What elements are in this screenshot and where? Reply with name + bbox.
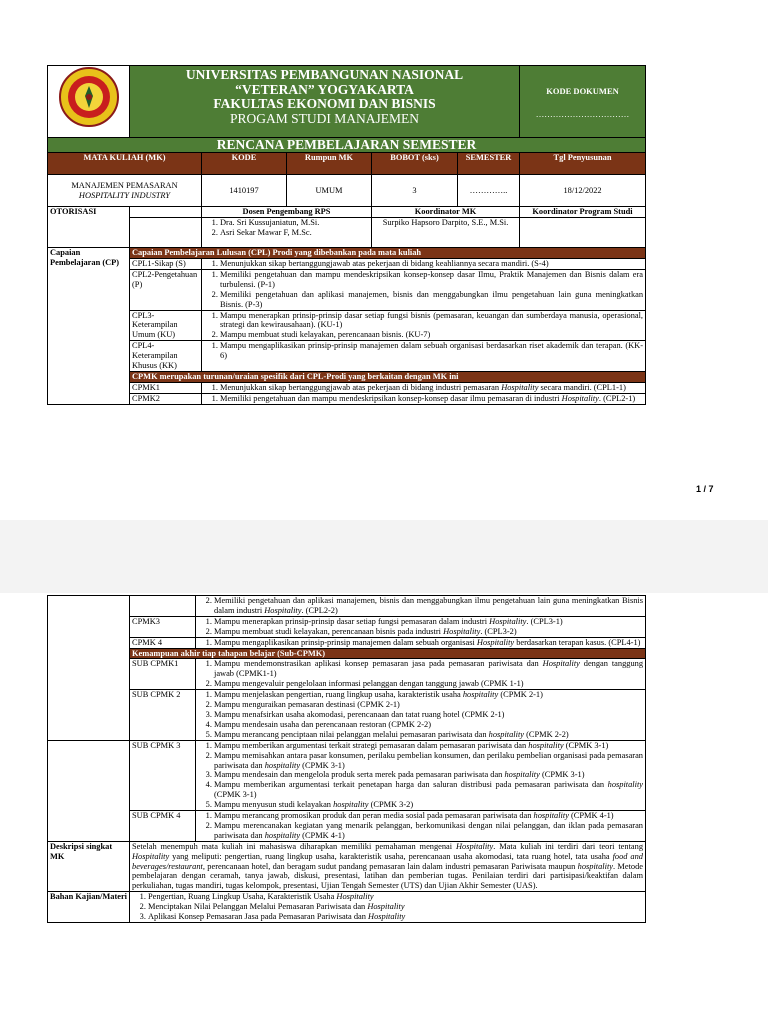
cpmk-item: 1. Memiliki pengetahuan dan mampu mendeskripsikan konsep-konsep dasar ilmu pemasaran di industri Hospitality. (CPL2-1): [220, 394, 643, 404]
university-logo: [58, 66, 120, 128]
dosen-item: 2. Asri Sekar Mawar F, M.Sc.: [220, 228, 369, 238]
cpl-item: 2. Mampu membuat studi kelayakan, perencanaan bisnis. (KU-7): [220, 330, 643, 340]
label-tgl-penyusunan: Tgl Penyusunan: [520, 153, 646, 175]
course-name-italic: HOSPITALITY INDUSTRY: [78, 190, 171, 200]
dosen-item: 1. Dra. Sri Kussujaniatun, M.Si.: [220, 218, 369, 228]
faculty-name: FAKULTAS EKONOMI DAN BISNIS: [213, 96, 436, 112]
institution-cell: [130, 66, 520, 138]
label-kode: KODE: [202, 153, 287, 175]
university-name-2: “VETERAN” YOGYAKARTA: [235, 81, 414, 97]
sub-cpmk-item: 1. Mampu menjelaskan pengertian, ruang lingkup usaha, karakteristik usaha hospitality (CPMK 2-1): [214, 690, 643, 700]
koordinator-mk-label: Koordinator MK: [372, 207, 520, 218]
course-date: 18/12/2022: [520, 175, 646, 207]
rps-header-table: [47, 65, 646, 405]
bahan-item: 3. Aplikasi Konsep Pemasaran Jasa pada Pemasaran Pariwisata dan Hospitality: [148, 912, 643, 922]
otorisasi-label: OTORISASI: [48, 207, 130, 248]
sub-cpmk-item: 1. Mampu memberikan argumentasi terkait strategi pemasaran dalam pemasaran pariwisata dan hospitality (CPMK 3-1): [214, 741, 643, 751]
cp-label: Capaian Pembelajaran (CP): [48, 248, 130, 405]
label-semester: SEMESTER: [458, 153, 520, 175]
kode-dokumen-label: KODE DOKUMEN: [546, 86, 619, 97]
label-bobot: BOBOT (sks): [372, 153, 458, 175]
sub-cpmk-item: 4. Mampu mendesain usaha dan perencanaan restoran (CPMK 2-2): [214, 720, 643, 730]
sub-cpmk-item: 3. Mampu mendesain dan mengelola produk serta merek pada pemasaran pariwisata dan hospitality (CPMK 3-1): [214, 770, 643, 780]
rps-continuation-table: [47, 595, 646, 923]
cpl-item: 1. Menunjukkan sikap bertanggungjawab atas pekerjaan di bidang keahliannya secara mandiri. (S-4): [220, 259, 643, 269]
sub-cpmk-code: SUB CPMK 3: [130, 740, 196, 810]
cpl-code: CPL3-Keterampilan Umum (KU): [130, 310, 202, 341]
cpl-code: CPL1-Sikap (S): [130, 258, 202, 269]
kode-dokumen-cell: [520, 66, 646, 138]
logo-cell: [48, 66, 130, 138]
course-name-cell: [48, 175, 202, 207]
dosen-label: Dosen Pengembang RPS: [202, 207, 372, 218]
cpmk-item: 1. Mampu mengaplikasikan prinsip-prinsip manajemen dalam sebuah organisasi Hospitality berdasarkan terapan kasus. (CPL4-1): [214, 638, 643, 648]
cpmk-code: CPMK2: [130, 393, 202, 404]
deskripsi-text: Setelah menempuh mata kuliah ini mahasiswa diharapkan memiliki pemahaman mengenai Hospitality. Mata kuliah ini terdiri dari teori tentang Hospitality yang meliputi: pengertian, ruang lingkup usaha, karakteristik usaha, perencanaan usaha akomodasi, tata ruang hotel, tata usaha food and beverages/restaurant, perencanaan hotel, dan beragam sudut pandang pemasaran lain dalam industri pemasaran Pariwisata maupun hospitality. Metode pembelajaran dengan ceramah, tanya jawab, diskusi, presentasi, latihan dan pemberian tugas. Penilaian terdiri dari partisipasi/keaktifan dalam perkuliahan, tugas mandiri, tugas kelompok, presentasi, Ujian Tengah Semester (UTS) dan Ujian Akhir Semester (UAS).: [130, 841, 646, 892]
cpmk-item: 1. Mampu menerapkan prinsip-prinsip dasar setiap fungsi pemasaran dalam industri Hospitality. (CPL3-1): [214, 617, 643, 627]
sub-cpmk-section-header: Kemampuan akhir tiap tahapan belajar (Sub-CPMK): [130, 648, 646, 659]
university-name-1: UNIVERSITAS PEMBANGUNAN NASIONAL: [185, 67, 464, 82]
sub-cpmk-code: SUB CPMK 4: [130, 811, 196, 842]
cpl-code: CPL4-Keterampilan Khusus (KK): [130, 341, 202, 372]
cpl-section-header: Capaian Pembelajaran Lulusan (CPL) Prodi yang dibebankan pada mata kuliah: [130, 248, 646, 259]
cpmk-code: CPMK1: [130, 382, 202, 393]
sub-cpmk-item: 2. Mampu menguraikan pemasaran destinasi (CPMK 2-1): [214, 700, 643, 710]
cpmk-code: CPMK3: [130, 616, 196, 637]
cpmk-item: 1. Menunjukkan sikap bertanggungjawab atas pekerjaan di bidang industri pemasaran Hospitality secara mandiri. (CPL1-1): [220, 383, 643, 393]
cpmk-section-header: CPMK merupakan turunan/uraian spesifik dari CPL-Prodi yang berkaitan dengan MK ini: [130, 371, 646, 382]
document-title: RENCANA PEMBELAJARAN SEMESTER: [48, 138, 646, 153]
program-name: PROGAM STUDI MANAJEMEN: [230, 110, 420, 126]
cpl-item: 1. Mampu menerapkan prinsip-prinsip dasar setiap fungsi bisnis (pemasaran, keuangan dan sumberdaya manusia, operasional, strategi dan kewirausahaan). (KU-1): [220, 311, 643, 331]
sub-cpmk-item: 1. Mampu mendemonstrasikan aplikasi konsep pemasaran jasa pada pemasaran pariwisata dan Hospitality dengan tanggung jawab (CPMK1-1): [214, 659, 643, 679]
course-code: 1410197: [202, 175, 287, 207]
cpl-item: 2. Memiliki pengetahuan dan aplikasi manajemen, bisnis dan menggabungkan ilmu pengetahuan lain guna meningkatkan Bisnis. (P-3): [220, 290, 643, 310]
dosen-list-cell: [202, 218, 372, 248]
sub-cpmk-item: 1. Mampu merancang promosikan produk dan peran media sosial pada pemasaran pariwisata dan hospitality (CPMK 4-1): [214, 811, 643, 821]
sub-cpmk-item: 5. Mampu menyusun studi kelayakan hospitality (CPMK 3-2): [214, 800, 643, 810]
course-bobot: 3: [372, 175, 458, 207]
cpl-item: 1. Mampu mengaplikasikan prinsip-prinsip manajemen dalam sebuah organisasi berdasarkan riset akademik dan terapan. (KK-6): [220, 341, 643, 361]
deskripsi-label: Deskripsi singkat MK: [48, 841, 130, 892]
sub-cpmk-code: SUB CPMK1: [130, 659, 196, 690]
sub-cpmk-item: 5. Mampu merancang penciptaan nilai pelanggan melalui pemasaran pariwisata dan hospitality (CPMK 2-2): [214, 730, 643, 740]
koordinator-prodi-label: Koordinator Program Studi: [520, 207, 646, 218]
course-rumpun: UMUM: [287, 175, 372, 207]
cpmk-item: 2. Memiliki pengetahuan dan aplikasi manajemen, bisnis dan menggabungkan ilmu pengetahuan lain guna meningkatkan Bisnis dalam industri Hospitality. (CPL2-2): [214, 596, 643, 616]
course-semester: …………..: [458, 175, 520, 207]
sub-cpmk-item: 3. Mampu menafsirkan usaha akomodasi, perencanaan dan tatat ruang hotel (CPMK 2-1): [214, 710, 643, 720]
cpl-code: CPL2-Pengetahuan (P): [130, 269, 202, 310]
cpmk-code: CPMK 4: [130, 637, 196, 648]
sub-cpmk-item: 2. Mampu memisahkan antara pasar konsumen, perilaku pembelian konsumen, dan perilaku pembelian organisasi pada pemasaran pariwisata dan hospitality (CPMK 3-1): [214, 751, 643, 771]
label-rumpun: Rumpun MK: [287, 153, 372, 175]
sub-cpmk-item: 2. Mampu merencanakan kegiatan yang menarik pelanggan, berkomunikasi dengan nilai pelanggan, dan iklan pada pemasaran pariwisata dan hospitality (CPMK 4-1): [214, 821, 643, 841]
page-number: 1 / 7: [696, 484, 714, 494]
cpl-item: 1. Memiliki pengetahuan dan mampu mendeskripsikan konsep-konsep dasar Ilmu, Praktik Manajemen dan Bisnis dalam era turbulensi. (P-1): [220, 270, 643, 290]
label-mata-kuliah: MATA KULIAH (MK): [48, 153, 202, 175]
sub-cpmk-item: 2. Mampu mengevaluir pengelolaan informasi pelanggan dengan tanggung jawab (CPMK 1-1): [214, 679, 643, 689]
course-name: MANAJEMEN PEMASARAN: [71, 180, 178, 190]
koordinator-mk-name: Surpiko Hapsoro Darpito, S.E., M.Si.: [372, 218, 520, 248]
document-page-2: [0, 593, 768, 1024]
bahan-item: 2. Menciptakan Nilai Pelanggan Melalui Pemasaran Pariwisata dan Hospitality: [148, 902, 643, 912]
cpmk-item: 2. Mampu membuat studi kelayakan, perencanaan bisnis pada industri Hospitality. (CPL3-2): [214, 627, 643, 637]
sub-cpmk-code: SUB CPMK 2: [130, 690, 196, 741]
kode-dokumen-value: ……………………………: [535, 108, 630, 119]
page-gap: [0, 520, 768, 593]
bahan-item: 1. Pengertian, Ruang Lingkup Usaha, Karakteristik Usaha Hospitality: [148, 892, 643, 902]
sub-cpmk-item: 4. Mampu memberikan argumentasi terkait penetapan harga dan saluran distribusi pada pemasaran pariwisata dan hospitality (CPMK 3-1): [214, 780, 643, 800]
bahan-kajian-label: Bahan Kajian/Materi: [48, 892, 130, 923]
